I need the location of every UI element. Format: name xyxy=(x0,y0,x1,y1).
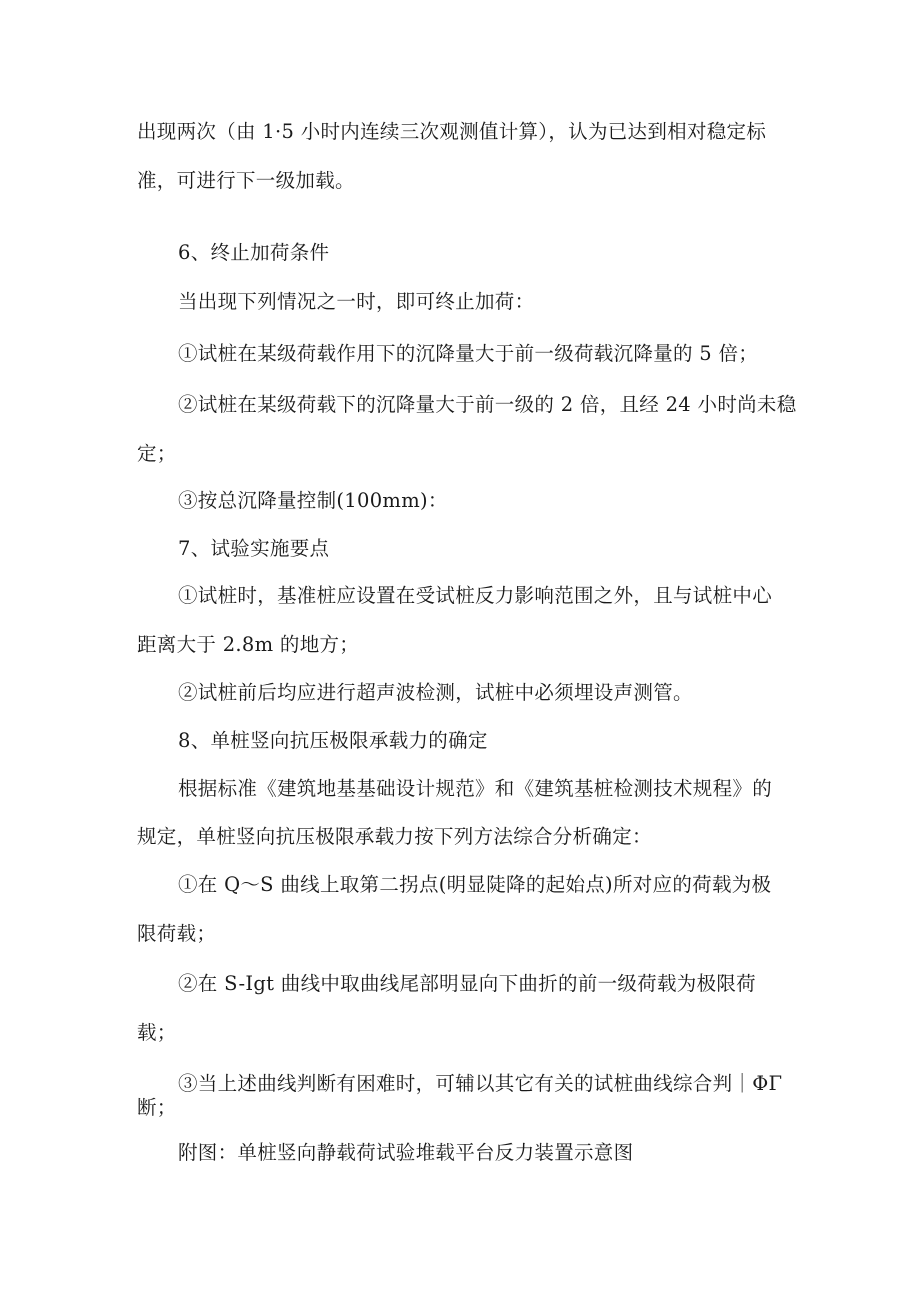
paragraph-line: 准，可进行下一级加载。 xyxy=(137,169,355,192)
paragraph-line: 当出现下列情况之一时，即可终止加荷： xyxy=(178,290,535,313)
paragraph-line: 出现两次（由 1·5 小时内连续三次观测值计算），认为已达到相对稳定标 xyxy=(137,120,767,143)
paragraph-line: 限荷载； xyxy=(137,922,217,945)
list-item: ③按总沉降量控制(100mm)： xyxy=(178,489,448,512)
section-heading: 8、单桩竖向抗压极限承载力的确定 xyxy=(178,729,488,752)
list-item: ①在 Q～S 曲线上取第二拐点(明显陡降的起始点)所对应的荷载为极 xyxy=(178,873,772,896)
list-item: ①试桩在某级荷载作用下的沉降量大于前一级荷载沉降量的 5 倍； xyxy=(178,342,759,365)
list-item: ②试桩在某级荷载下的沉降量大于前一级的 2 倍，且经 24 小时尚未稳 xyxy=(178,393,797,416)
section-heading: 6、终止加荷条件 xyxy=(178,241,330,264)
paragraph-line: 断； xyxy=(137,1096,177,1119)
paragraph-line: 载； xyxy=(137,1021,177,1044)
list-item: ②在 S-Igt 曲线中取曲线尾部明显向下曲折的前一级荷载为极限荷 xyxy=(178,972,756,995)
paragraph-line: 根据标准《建筑地基基础设计规范》和《建筑基桩检测技术规程》的 xyxy=(178,777,773,800)
list-item: ③当上述曲线判断有困难时，可辅以其它有关的试桩曲线综合判｜ΦΓ xyxy=(178,1072,783,1095)
list-item: ②试桩前后均应进行超声波检测，试桩中必须埋设声测管。 xyxy=(178,681,693,704)
paragraph-line: 距离大于 2.8m 的地方； xyxy=(137,633,360,656)
paragraph-line: 定； xyxy=(137,442,177,465)
list-item: ①试桩时，基准桩应设置在受试桩反力影响范围之外，且与试桩中心 xyxy=(178,584,773,607)
figure-caption: 附图：单桩竖向静载荷试验堆载平台反力装置示意图 xyxy=(178,1141,634,1164)
section-heading: 7、试验实施要点 xyxy=(178,537,330,560)
paragraph-line: 规定，单桩竖向抗压极限承载力按下列方法综合分析确定： xyxy=(137,825,652,848)
